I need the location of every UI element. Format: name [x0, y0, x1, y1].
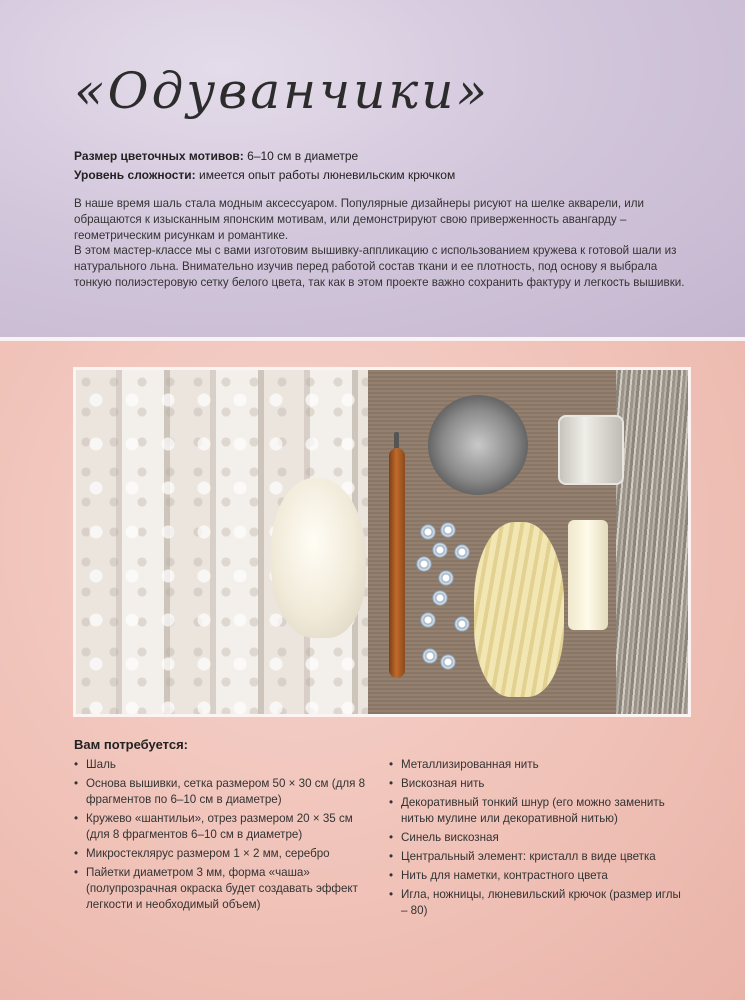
list-item: • Игла, ножницы, люневильский крючок (размер иглы – 80) — [389, 887, 689, 919]
crystal-flower — [438, 570, 454, 586]
crystal-flower — [454, 616, 470, 632]
difficulty-label: Уровень сложности: — [74, 168, 196, 182]
difficulty-value: имеется опыт работы люневильским крючком — [199, 168, 456, 182]
requirements-list-left — [74, 757, 374, 916]
metallic-thread-skein — [428, 395, 528, 495]
list-item: • Микростеклярус размером 1 × 2 мм, серебро — [74, 846, 374, 862]
list-item: • Металлизированная нить — [389, 757, 689, 773]
list-item: • Синель вискозная — [389, 830, 689, 846]
thread-spool — [568, 520, 608, 630]
list-item: • Шаль — [74, 757, 374, 773]
list-item: • Центральный элемент: кристалл в виде цветка — [389, 849, 689, 865]
motif-size-value: 6–10 см в диаметре — [247, 149, 359, 163]
intro-paragraph-1: В наше время шаль стала модным аксессуаром. Популярные дизайнеры рисуют на шелке акварели, или обращаются к изысканным японским мотивам, или демонстрируют свою приверженность авангарду – геометрическим рисункам и романтике. — [74, 197, 645, 242]
crystal-flower — [440, 654, 456, 670]
metallic-spool — [558, 415, 624, 485]
decorative-cord — [616, 370, 691, 714]
viscose-thread-skein — [271, 478, 366, 638]
crystal-flower — [416, 556, 432, 572]
page-title: «Одуванчики» — [74, 62, 491, 120]
list-item: • Кружево «шантильи», отрез размером 20 × 35 см (для 8 фрагментов 6–10 см в диаметре) — [74, 811, 374, 843]
materials-photo — [73, 367, 691, 717]
crystal-flower — [420, 524, 436, 540]
list-item: • Пайетки диаметром 3 мм, форма «чаша» (полупрозрачная окраска будет создавать эффект легкости и необходимый объем) — [74, 865, 374, 913]
luneville-hook — [389, 448, 405, 678]
crystal-flower — [420, 612, 436, 628]
list-item: • Основа вышивки, сетка размером 50 × 30 см (для 8 фрагментов по 6–10 см в диаметре) — [74, 776, 374, 808]
crystal-flower — [440, 522, 456, 538]
list-item: • Декоративный тонкий шнур (его можно заменить нитью мулине или декоративной нитью) — [389, 795, 689, 827]
motif-size — [74, 149, 358, 163]
difficulty-level — [74, 168, 455, 182]
crystal-flower — [422, 648, 438, 664]
motif-size-label: Размер цветочных мотивов: — [74, 149, 244, 163]
intro-paragraph-2: В этом мастер-классе мы с вами изготовим вышивку-аппликацию с использованием кружева к готовой шали из натурального льна. Внимательно изучив перед работой состав ткани и ее плотность, под основу я выбрала тонкую полиэстеровую сетку белого цвета, так как в этом проекте важно сохранить фактуру и легкость вышивки. — [74, 244, 685, 289]
list-item: • Вискозная нить — [389, 776, 689, 792]
crystal-flower — [432, 542, 448, 558]
list-item: • Нить для наметки, контрастного цвета — [389, 868, 689, 884]
crystal-flowers — [416, 520, 471, 670]
requirements-title: Вам потребуется: — [74, 737, 188, 752]
crystal-flower — [432, 590, 448, 606]
crystal-flower — [454, 544, 470, 560]
chenille-bundle — [474, 522, 564, 697]
requirements-list-right — [389, 757, 689, 922]
